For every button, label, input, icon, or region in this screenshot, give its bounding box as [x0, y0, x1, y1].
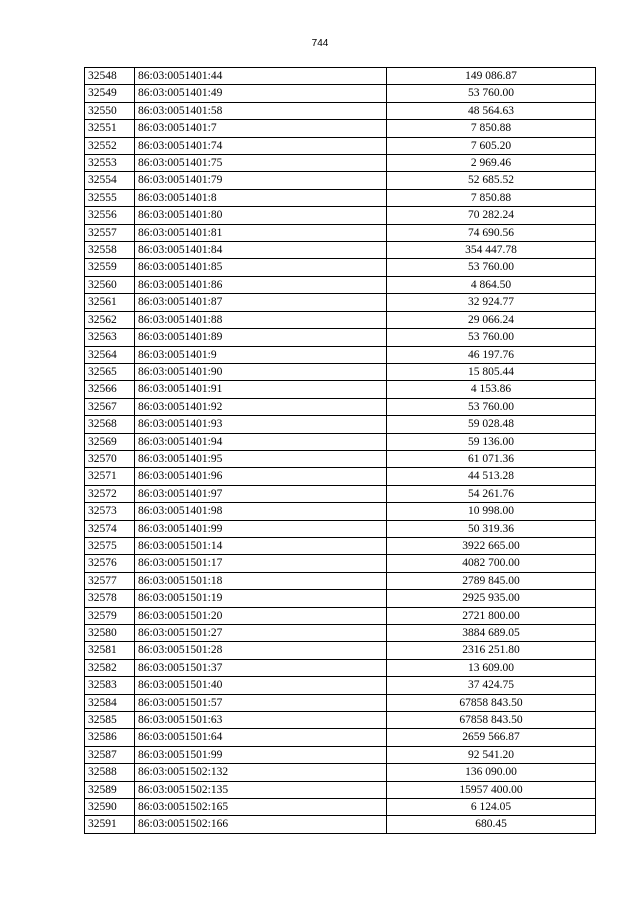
value-cell: 2316 251.80 [387, 642, 596, 659]
value-cell: 7 850.88 [387, 120, 596, 137]
cadastral-number-cell: 86:03:0051501:64 [135, 729, 387, 746]
cadastral-number-cell: 86:03:0051501:17 [135, 555, 387, 572]
table-row [85, 276, 596, 293]
row-number-cell: 32590 [85, 799, 135, 816]
table-row [85, 625, 596, 642]
row-number-cell: 32553 [85, 155, 135, 172]
row-number-cell: 32549 [85, 85, 135, 102]
table-row [85, 677, 596, 694]
table-body [85, 68, 596, 834]
cadastral-number-cell: 86:03:0051401:7 [135, 120, 387, 137]
table-row [85, 764, 596, 781]
table-row [85, 363, 596, 380]
value-cell: 53 760.00 [387, 85, 596, 102]
cadastral-number-cell: 86:03:0051401:81 [135, 224, 387, 241]
cadastral-number-cell: 86:03:0051501:28 [135, 642, 387, 659]
value-cell: 2659 566.87 [387, 729, 596, 746]
value-cell: 13 609.00 [387, 659, 596, 676]
value-cell: 74 690.56 [387, 224, 596, 241]
row-number-cell: 32580 [85, 625, 135, 642]
table-row [85, 712, 596, 729]
row-number-cell: 32568 [85, 416, 135, 433]
row-number-cell: 32575 [85, 537, 135, 554]
cadastral-number-cell: 86:03:0051401:95 [135, 450, 387, 467]
value-cell: 59 028.48 [387, 416, 596, 433]
value-cell: 4 864.50 [387, 276, 596, 293]
row-number-cell: 32578 [85, 590, 135, 607]
cadastral-number-cell: 86:03:0051401:93 [135, 416, 387, 433]
row-number-cell: 32565 [85, 363, 135, 380]
table-row [85, 816, 596, 833]
table-row [85, 607, 596, 624]
value-cell: 6 124.05 [387, 799, 596, 816]
cadastral-number-cell: 86:03:0051401:80 [135, 207, 387, 224]
row-number-cell: 32555 [85, 189, 135, 206]
row-number-cell: 32561 [85, 294, 135, 311]
cadastral-number-cell: 86:03:0051401:86 [135, 276, 387, 293]
row-number-cell: 32564 [85, 346, 135, 363]
value-cell: 4082 700.00 [387, 555, 596, 572]
value-cell: 3922 665.00 [387, 537, 596, 554]
table-row [85, 450, 596, 467]
row-number-cell: 32572 [85, 485, 135, 502]
table-row [85, 155, 596, 172]
table-row [85, 503, 596, 520]
cadastral-number-cell: 86:03:0051501:99 [135, 746, 387, 763]
row-number-cell: 32584 [85, 694, 135, 711]
table-row [85, 189, 596, 206]
value-cell: 149 086.87 [387, 68, 596, 85]
cadastral-number-cell: 86:03:0051401:8 [135, 189, 387, 206]
cadastral-number-cell: 86:03:0051401:84 [135, 242, 387, 259]
value-cell: 52 685.52 [387, 172, 596, 189]
cadastral-number-cell: 86:03:0051501:40 [135, 677, 387, 694]
cadastral-number-cell: 86:03:0051501:37 [135, 659, 387, 676]
value-cell: 48 564.63 [387, 102, 596, 119]
page-number: 744 [311, 38, 329, 49]
value-cell: 2925 935.00 [387, 590, 596, 607]
table-row [85, 520, 596, 537]
value-cell: 32 924.77 [387, 294, 596, 311]
row-number-cell: 32563 [85, 329, 135, 346]
value-cell: 7 850.88 [387, 189, 596, 206]
value-cell: 92 541.20 [387, 746, 596, 763]
table-row [85, 642, 596, 659]
table-row [85, 537, 596, 554]
value-cell: 70 282.24 [387, 207, 596, 224]
table-row [85, 346, 596, 363]
row-number-cell: 32558 [85, 242, 135, 259]
value-cell: 2789 845.00 [387, 572, 596, 589]
table-row [85, 781, 596, 798]
value-cell: 29 066.24 [387, 311, 596, 328]
value-cell: 2721 800.00 [387, 607, 596, 624]
value-cell: 37 424.75 [387, 677, 596, 694]
row-number-cell: 32576 [85, 555, 135, 572]
row-number-cell: 32587 [85, 746, 135, 763]
row-number-cell: 32560 [85, 276, 135, 293]
table-row [85, 416, 596, 433]
cadastral-number-cell: 86:03:0051401:99 [135, 520, 387, 537]
value-cell: 46 197.76 [387, 346, 596, 363]
cadastral-number-cell: 86:03:0051502:135 [135, 781, 387, 798]
table-row [85, 659, 596, 676]
cadastral-number-cell: 86:03:0051401:44 [135, 68, 387, 85]
cadastral-number-cell: 86:03:0051401:97 [135, 485, 387, 502]
cadastral-number-cell: 86:03:0051401:90 [135, 363, 387, 380]
row-number-cell: 32582 [85, 659, 135, 676]
cadastral-number-cell: 86:03:0051401:96 [135, 468, 387, 485]
row-number-cell: 32579 [85, 607, 135, 624]
table-row [85, 137, 596, 154]
row-number-cell: 32550 [85, 102, 135, 119]
table-row [85, 433, 596, 450]
row-number-cell: 32551 [85, 120, 135, 137]
value-cell: 67858 843.50 [387, 694, 596, 711]
table-row [85, 172, 596, 189]
cadastral-number-cell: 86:03:0051501:19 [135, 590, 387, 607]
cadastral-number-cell: 86:03:0051401:49 [135, 85, 387, 102]
cadastral-value-table [84, 67, 596, 834]
table-row [85, 224, 596, 241]
row-number-cell: 32562 [85, 311, 135, 328]
value-cell: 2 969.46 [387, 155, 596, 172]
value-cell: 15 805.44 [387, 363, 596, 380]
cadastral-number-cell: 86:03:0051401:91 [135, 381, 387, 398]
row-number-cell: 32573 [85, 503, 135, 520]
row-number-cell: 32569 [85, 433, 135, 450]
row-number-cell: 32570 [85, 450, 135, 467]
table-row [85, 485, 596, 502]
row-number-cell: 32554 [85, 172, 135, 189]
table-row [85, 102, 596, 119]
row-number-cell: 32552 [85, 137, 135, 154]
row-number-cell: 32548 [85, 68, 135, 85]
row-number-cell: 32589 [85, 781, 135, 798]
value-cell: 53 760.00 [387, 398, 596, 415]
cadastral-number-cell: 86:03:0051502:132 [135, 764, 387, 781]
row-number-cell: 32556 [85, 207, 135, 224]
table-row [85, 694, 596, 711]
row-number-cell: 32588 [85, 764, 135, 781]
cadastral-number-cell: 86:03:0051401:88 [135, 311, 387, 328]
table-row [85, 120, 596, 137]
table-row [85, 259, 596, 276]
table-row [85, 746, 596, 763]
cadastral-number-cell: 86:03:0051401:85 [135, 259, 387, 276]
row-number-cell: 32591 [85, 816, 135, 833]
value-cell: 680.45 [387, 816, 596, 833]
table-row [85, 555, 596, 572]
cadastral-number-cell: 86:03:0051501:20 [135, 607, 387, 624]
table-row [85, 68, 596, 85]
cadastral-number-cell: 86:03:0051501:18 [135, 572, 387, 589]
value-cell: 4 153.86 [387, 381, 596, 398]
cadastral-number-cell: 86:03:0051501:27 [135, 625, 387, 642]
cadastral-number-cell: 86:03:0051401:89 [135, 329, 387, 346]
table-row [85, 468, 596, 485]
table-row [85, 590, 596, 607]
cadastral-number-cell: 86:03:0051401:92 [135, 398, 387, 415]
row-number-cell: 32566 [85, 381, 135, 398]
value-cell: 67858 843.50 [387, 712, 596, 729]
cadastral-number-cell: 86:03:0051502:165 [135, 799, 387, 816]
value-cell: 53 760.00 [387, 329, 596, 346]
cadastral-number-cell: 86:03:0051501:63 [135, 712, 387, 729]
value-cell: 136 090.00 [387, 764, 596, 781]
value-cell: 59 136.00 [387, 433, 596, 450]
table-row [85, 207, 596, 224]
value-cell: 53 760.00 [387, 259, 596, 276]
row-number-cell: 32581 [85, 642, 135, 659]
row-number-cell: 32571 [85, 468, 135, 485]
value-cell: 50 319.36 [387, 520, 596, 537]
row-number-cell: 32567 [85, 398, 135, 415]
cadastral-number-cell: 86:03:0051401:98 [135, 503, 387, 520]
cadastral-number-cell: 86:03:0051401:74 [135, 137, 387, 154]
row-number-cell: 32557 [85, 224, 135, 241]
cadastral-number-cell: 86:03:0051502:166 [135, 816, 387, 833]
value-cell: 54 261.76 [387, 485, 596, 502]
row-number-cell: 32577 [85, 572, 135, 589]
cadastral-number-cell: 86:03:0051401:58 [135, 102, 387, 119]
value-cell: 61 071.36 [387, 450, 596, 467]
table-row [85, 729, 596, 746]
table-row [85, 294, 596, 311]
value-cell: 7 605.20 [387, 137, 596, 154]
value-cell: 354 447.78 [387, 242, 596, 259]
row-number-cell: 32585 [85, 712, 135, 729]
row-number-cell: 32583 [85, 677, 135, 694]
table-row [85, 381, 596, 398]
table-row [85, 398, 596, 415]
value-cell: 10 998.00 [387, 503, 596, 520]
cadastral-number-cell: 86:03:0051401:75 [135, 155, 387, 172]
value-cell: 3884 689.05 [387, 625, 596, 642]
cadastral-number-cell: 86:03:0051501:57 [135, 694, 387, 711]
value-cell: 44 513.28 [387, 468, 596, 485]
table-row [85, 311, 596, 328]
cadastral-number-cell: 86:03:0051401:87 [135, 294, 387, 311]
row-number-cell: 32586 [85, 729, 135, 746]
table-row [85, 329, 596, 346]
table-row [85, 242, 596, 259]
cadastral-number-cell: 86:03:0051501:14 [135, 537, 387, 554]
table-row [85, 799, 596, 816]
value-cell: 15957 400.00 [387, 781, 596, 798]
table-row [85, 572, 596, 589]
table-row [85, 85, 596, 102]
cadastral-number-cell: 86:03:0051401:9 [135, 346, 387, 363]
cadastral-number-cell: 86:03:0051401:79 [135, 172, 387, 189]
cadastral-number-cell: 86:03:0051401:94 [135, 433, 387, 450]
row-number-cell: 32574 [85, 520, 135, 537]
row-number-cell: 32559 [85, 259, 135, 276]
